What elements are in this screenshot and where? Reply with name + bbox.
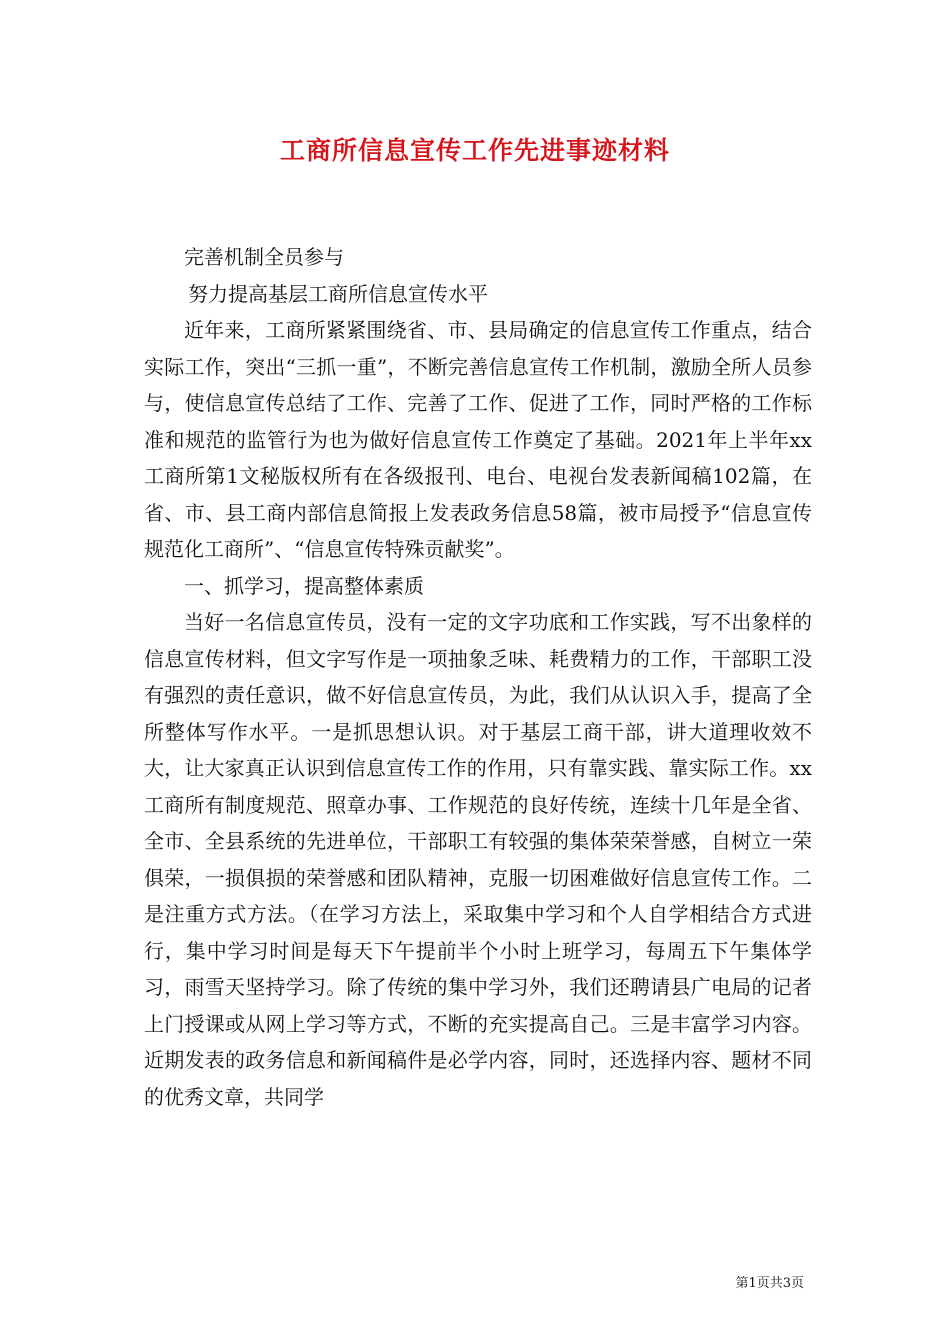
section-heading: 一、抓学习，提高整体素质 — [184, 573, 424, 598]
paragraph-intro: 近年来，工商所紧紧围绕省、市、县局确定的信息宣传工作重点，结合实际工作，突出“三抓一重”，不断完善信息宣传工作机制，激励全所人员参与，使信息宣传总结了工作、完善了工作、促进了工作，同时严格的工作标准和规范的监管行为也为做好信息宣传工作奠定了基础。2021年上半年xx工商所第1文秘版权所有在各级报刊、电台、电视台发表新闻稿102篇，在省、市、县工商内部信息简报上发表政务信息58篇，被市局授予“信息宣传规范化工商所”、“信息宣传特殊贡献奖”。 — [144, 318, 812, 561]
document-title: 工商所信息宣传工作先进事迹材料 — [279, 136, 670, 165]
subtitle-2: 努力提高基层工商所信息宣传水平 — [188, 281, 488, 306]
document-body — [144, 239, 812, 1115]
subtitle-1: 完善机制全员参与 — [184, 245, 344, 269]
page-number: 第1页共3页 — [735, 1276, 804, 1291]
paragraph-study: 当好一名信息宣传员，没有一定的文字功底和工作实践，写不出象样的信息宣传材料，但文字写作是一项抽象乏味、耗费精力的工作，干部职工没有强烈的责任意识，做不好信息宣传员，为此，我们从认识入手，提高了全所整体写作水平。一是抓思想认识。对于基层工商干部，讲大道理收效不大，让大家真正认识到信息宣传工作的作用，只有靠实践、靠实际工作。xx工商所有制度规范、照章办事、工作规范的良好传统，连续十几年是全省、全市、全县系统的先进单位，干部职工有较强的集体荣荣誉感，自树立一荣俱荣，一损俱损的荣誉感和团队精神，克服一切困难做好信息宣传工作。二是注重方式方法。（在学习方法上，采取集中学习和个人自学相结合方式进行，集中学习时间是每天下午提前半个小时上班学习，每周五下午集体学习，雨雪天坚持学习。除了传统的集中学习外，我们还聘请县广电局的记者上门授课或从网上学习等方式，不断的充实提高自己。三是丰富学习内容。近期发表的政务信息和新闻稿件是必学内容，同时，还选择内容、题材不同的优秀文章，共同学 — [144, 610, 812, 1109]
